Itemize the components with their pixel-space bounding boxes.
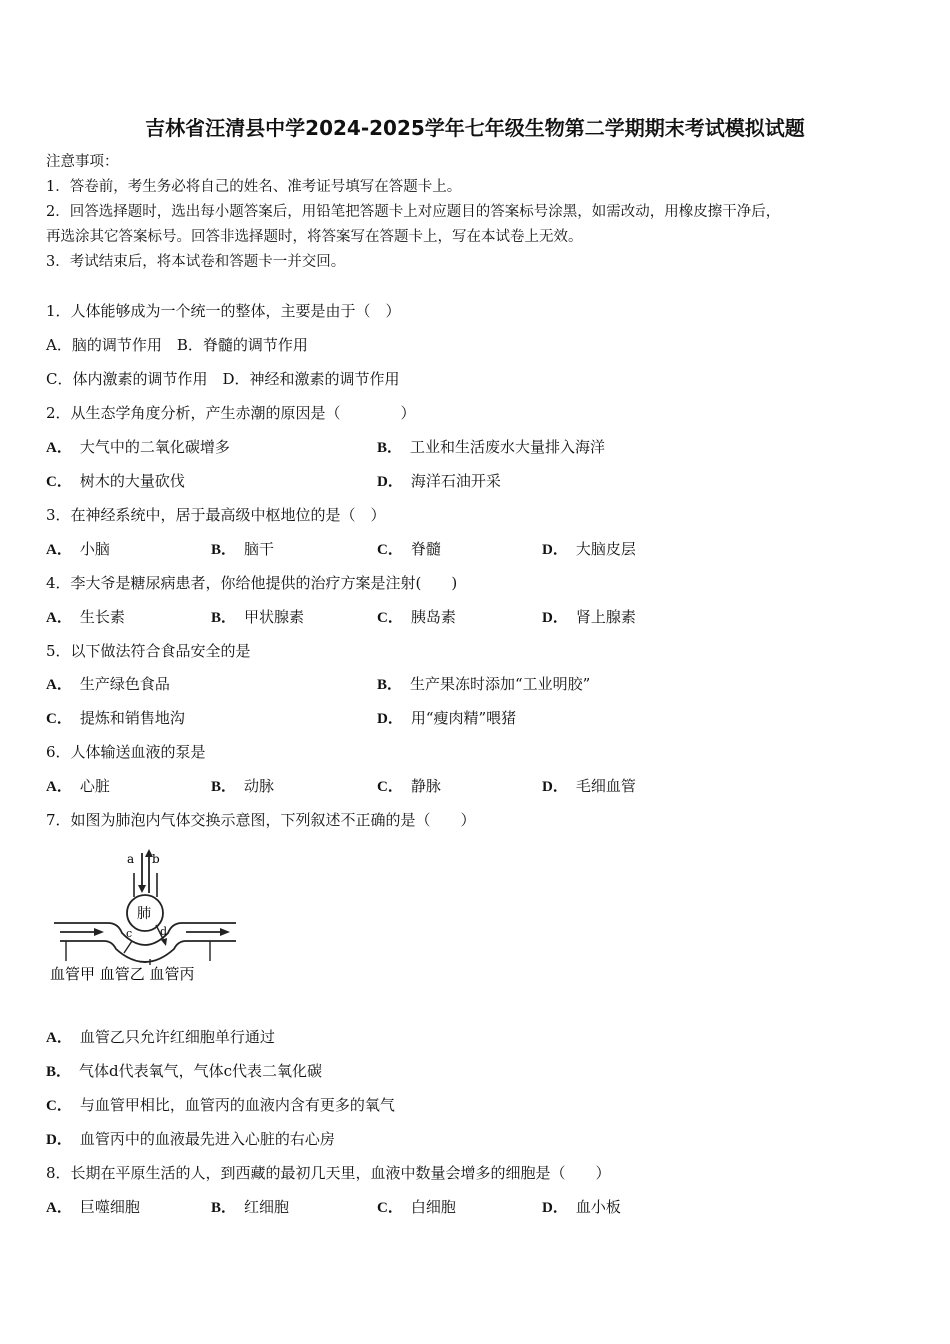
option-d: D． 大脑皮层 bbox=[542, 540, 636, 558]
option-c: C． 与血管甲相比，血管丙的血液内含有更多的氧气 bbox=[46, 1096, 395, 1114]
option-a: A． 生产绿色食品 bbox=[46, 675, 170, 693]
arrow-a-head bbox=[138, 885, 146, 893]
label-c: c bbox=[126, 927, 133, 940]
option-d: D． 海洋石油开采 bbox=[377, 472, 501, 490]
option-b: B． 红细胞 bbox=[211, 1198, 290, 1216]
option-b: B． 工业和生活废水大量排入海洋 bbox=[377, 438, 606, 456]
option-a: A． 生长素 bbox=[46, 608, 125, 626]
option-d: D． 用“瘦肉精”喂猪 bbox=[377, 709, 517, 727]
label-lung: 肺 bbox=[137, 906, 151, 922]
question-stem: 7．如图为肺泡内气体交换示意图，下列叙述不正确的是（ ） bbox=[46, 811, 476, 829]
question-stem: 4．李大爷是糖尿病患者，你给他提供的治疗方案是注射( ) bbox=[46, 574, 458, 592]
vessel-caption: 血管甲 血管乙 血管丙 bbox=[50, 965, 195, 983]
question-stem: 5．以下做法符合食品安全的是 bbox=[46, 642, 251, 660]
option-a: A． 血管乙只允许红细胞单行通过 bbox=[46, 1028, 275, 1046]
question-stem: 1．人体能够成为一个统一的整体，主要是由于（ ） bbox=[46, 302, 401, 320]
note-item: 1．答卷前，考生务必将自己的姓名、准考证号填写在答题卡上。 bbox=[46, 179, 462, 195]
option-d: D． 肾上腺素 bbox=[542, 608, 636, 626]
option-row: A．脑的调节作用 B．脊髓的调节作用 bbox=[46, 336, 308, 354]
option-a: A． 巨噬细胞 bbox=[46, 1198, 140, 1216]
option-b: B． 动脉 bbox=[211, 777, 275, 795]
option-b: B． 甲状腺素 bbox=[211, 608, 305, 626]
option-b: B． 气体d代表氧气，气体c代表二氧化碳 bbox=[46, 1062, 323, 1080]
option-c: C． 胰岛素 bbox=[377, 608, 456, 626]
option-a: A． 心脏 bbox=[46, 777, 110, 795]
label-a: a bbox=[127, 852, 135, 866]
option-d: D． 毛细血管 bbox=[542, 777, 636, 795]
option-c: C． 提炼和销售地沟 bbox=[46, 709, 185, 727]
note-item: 再选涂其它答案标号。回答非选择题时，将答案写在答题卡上，写在本试卷上无效。 bbox=[46, 229, 583, 245]
option-d: D． 血管丙中的血液最先进入心脏的右心房 bbox=[46, 1130, 335, 1148]
question-stem: 8．长期在平原生活的人，到西藏的最初几天里，血液中数量会增多的细胞是（ ） bbox=[46, 1164, 611, 1182]
label-b: b bbox=[152, 852, 160, 866]
option-d: D． 血小板 bbox=[542, 1198, 621, 1216]
option-c: C． 树木的大量砍伐 bbox=[46, 472, 185, 490]
alveolus-gas-exchange-diagram bbox=[46, 845, 246, 985]
label-d: d bbox=[160, 925, 168, 938]
option-c: C． 静脉 bbox=[377, 777, 441, 795]
question-stem: 2．从生态学角度分析，产生赤潮的原因是（ ） bbox=[46, 404, 416, 422]
option-a: A． 大气中的二氧化碳增多 bbox=[46, 438, 230, 456]
note-item: 2．回答选择题时，选出每小题答案后，用铅笔把答题卡上对应题目的答案标号涂黑，如需改动，用橡皮擦干净后， bbox=[46, 204, 781, 220]
notes-heading: 注意事项： bbox=[46, 154, 119, 170]
page-title: 吉林省汪清县中学2024-2025学年七年级生物第二学期期末考试模拟试题 bbox=[145, 116, 805, 140]
option-b: B． 生产果冻时添加“工业明胶” bbox=[377, 675, 591, 693]
option-c: C． 白细胞 bbox=[377, 1198, 456, 1216]
option-c: C． 脊髓 bbox=[377, 540, 441, 558]
note-item: 3．考试结束后，将本试卷和答题卡一并交回。 bbox=[46, 254, 346, 270]
question-stem: 3．在神经系统中，居于最高级中枢地位的是（ ） bbox=[46, 506, 386, 524]
question-stem: 6．人体输送血液的泵是 bbox=[46, 743, 206, 761]
option-b: B． 脑干 bbox=[211, 540, 275, 558]
option-row: C．体内激素的调节作用 D．神经和激素的调节作用 bbox=[46, 370, 400, 388]
option-a: A． 小脑 bbox=[46, 540, 110, 558]
